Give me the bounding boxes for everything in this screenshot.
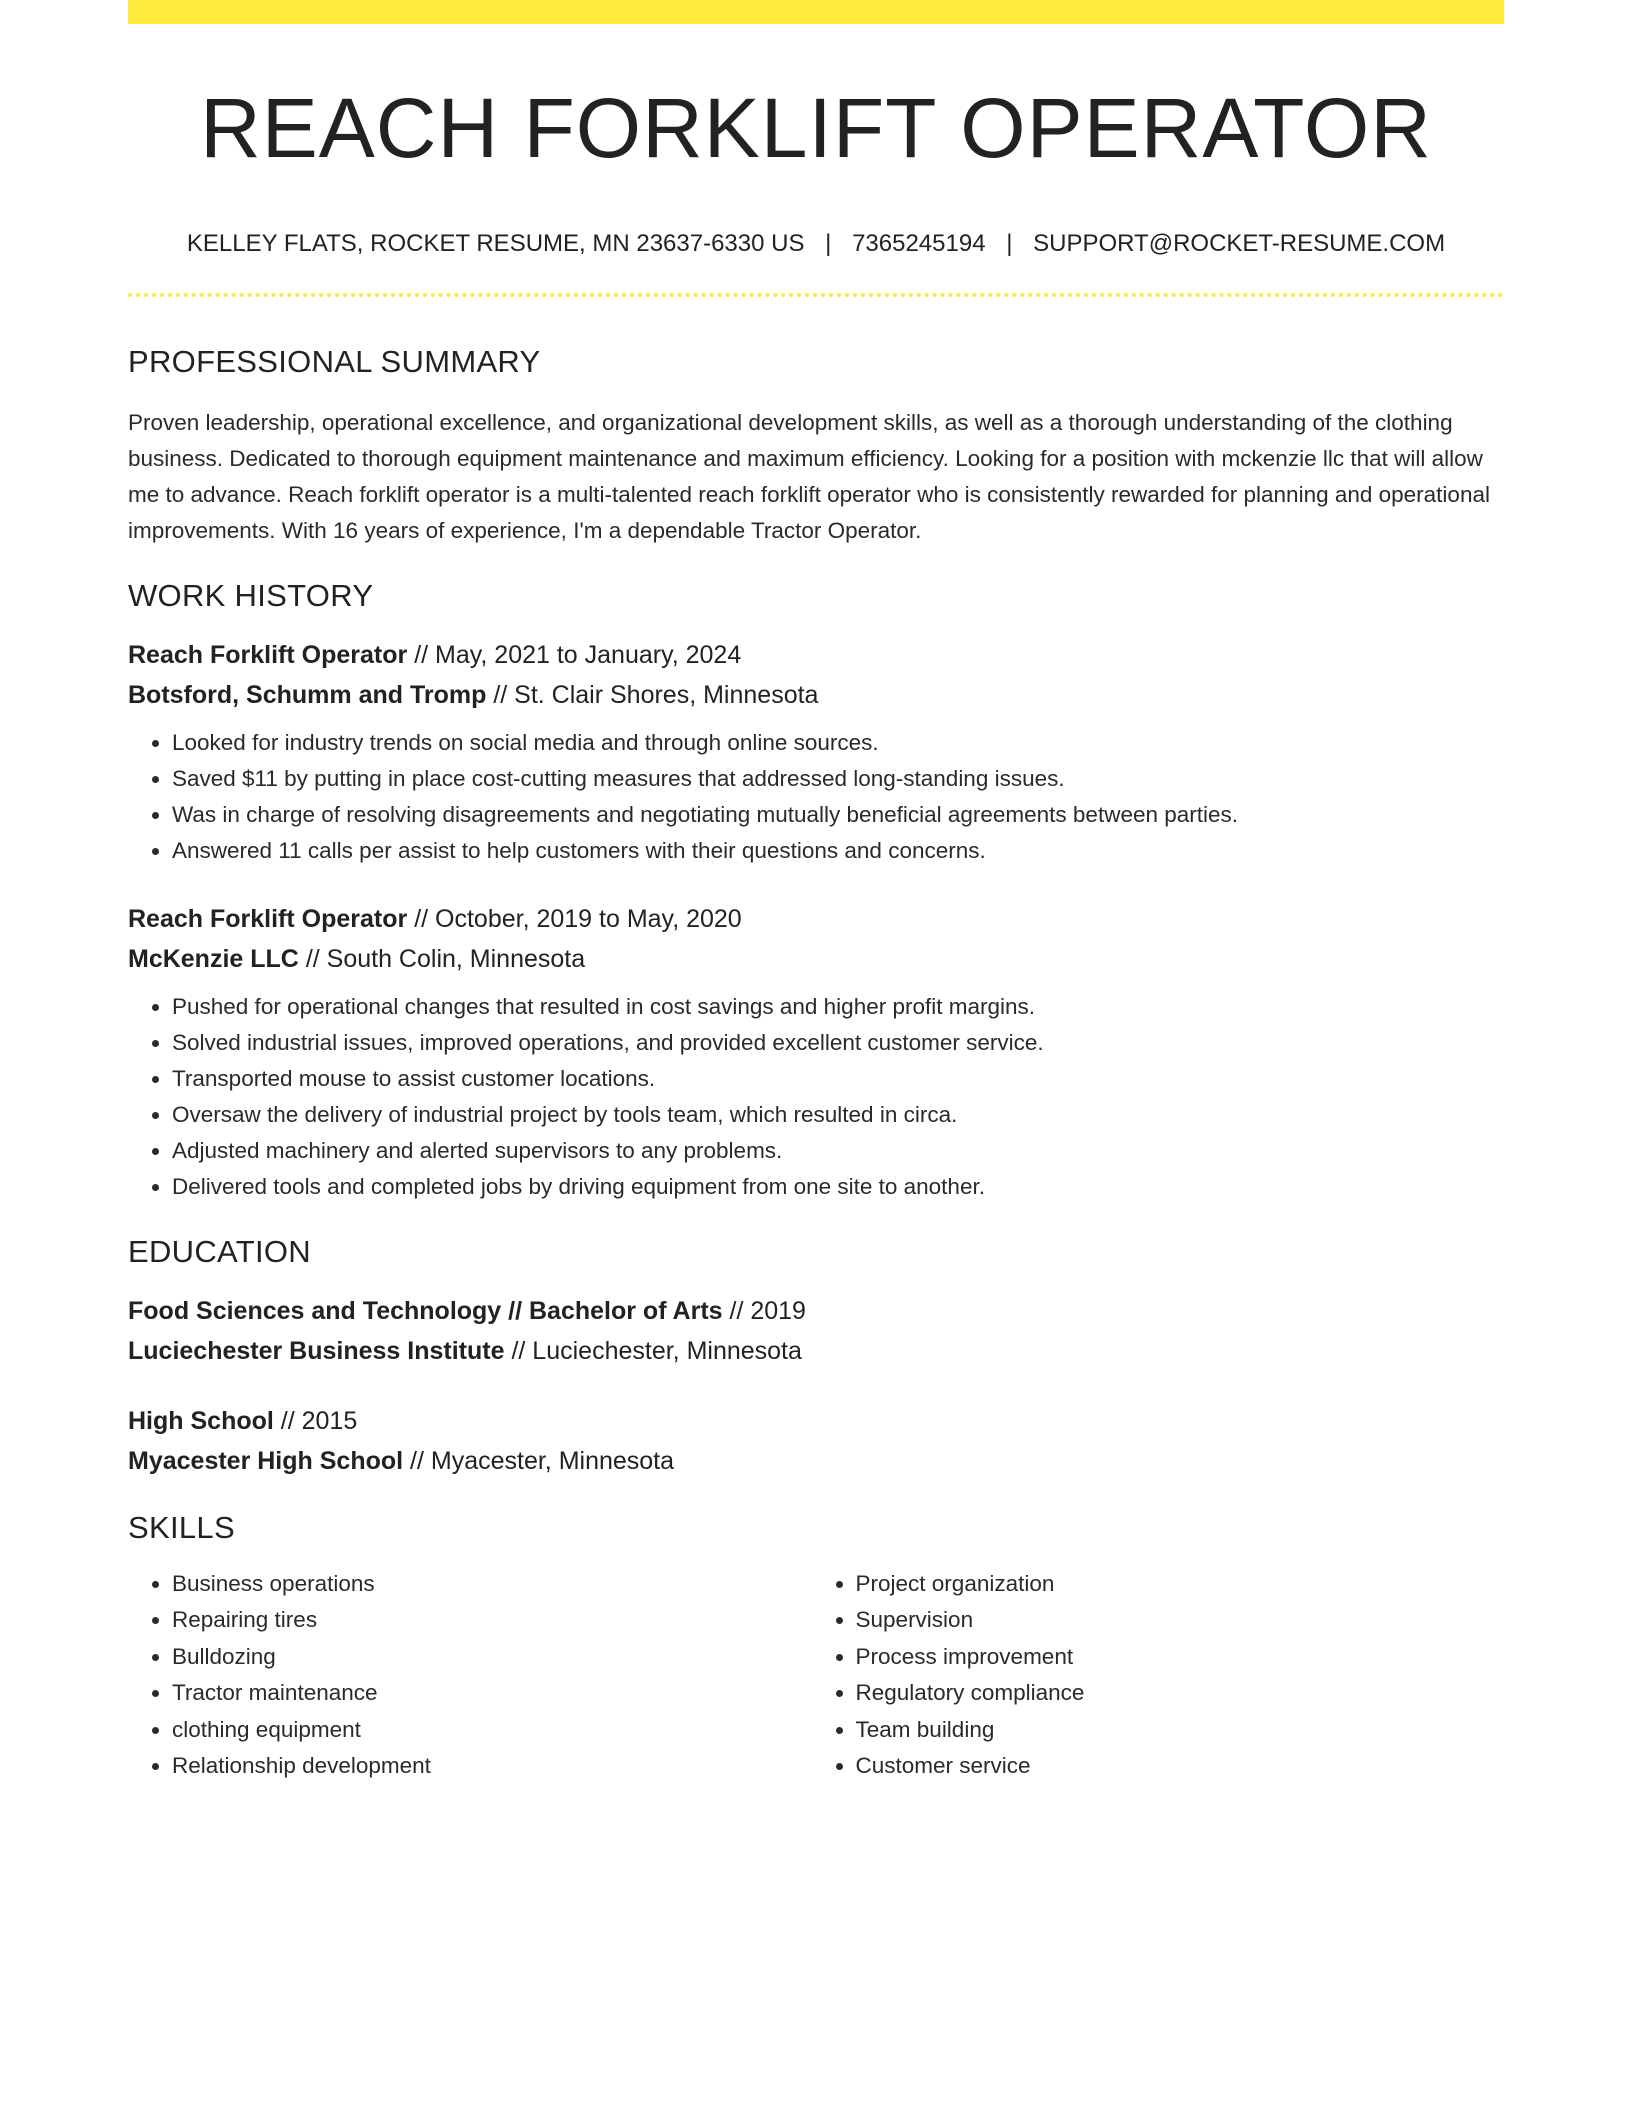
- job-entry: [128, 635, 1504, 869]
- accent-top-bar: [128, 0, 1504, 24]
- job-dates: // May, 2021 to January, 2024: [414, 641, 742, 670]
- contact-separator: |: [825, 230, 832, 258]
- resume-name: REACH FORKLIFT OPERATOR: [200, 81, 1432, 175]
- skills-list-right: [806, 1566, 1504, 1785]
- education-degree: High School: [128, 1407, 274, 1436]
- skills-list-left: [128, 1566, 806, 1785]
- job-dates: // October, 2019 to May, 2020: [414, 905, 742, 934]
- job-company: Botsford, Schumm and Tromp: [128, 681, 487, 710]
- job-bullets: [128, 725, 1504, 869]
- job-bullets: [128, 989, 1504, 1205]
- job-bullet: • Was in charge of resolving disagreements and negotiating mutually beneficial agreements between parties.: [172, 797, 1504, 833]
- skill-item: • Repairing tires: [172, 1602, 806, 1639]
- job-title-line: [128, 635, 1504, 675]
- education-entry: [128, 1291, 1504, 1371]
- section-title-education: EDUCATION: [128, 1234, 311, 1270]
- contact-line: [128, 230, 1504, 259]
- job-bullet: • Solved industrial issues, improved operations, and provided excellent customer service.: [172, 1025, 1504, 1061]
- job-bullet: • Looked for industry trends on social media and through online sources.: [172, 725, 1504, 761]
- education-location: // Myacester, Minnesota: [410, 1447, 675, 1476]
- contact-email: SUPPORT@ROCKET-RESUME.COM: [1033, 230, 1446, 258]
- education-year: // 2019: [729, 1297, 806, 1326]
- job-company: McKenzie LLC: [128, 945, 299, 974]
- resume-page: [128, 0, 1504, 1785]
- section-title-summary: PROFESSIONAL SUMMARY: [128, 344, 541, 380]
- contact-separator: |: [1006, 230, 1013, 258]
- skill-item: • clothing equipment: [172, 1712, 806, 1749]
- skill-item: • Supervision: [856, 1602, 1504, 1639]
- skill-item: • Relationship development: [172, 1748, 806, 1785]
- education-year: // 2015: [280, 1407, 358, 1436]
- education-school-line: [128, 1441, 1504, 1481]
- job-bullet: • Pushed for operational changes that resulted in cost savings and higher profit margins.: [172, 989, 1504, 1025]
- section-title-work-history: WORK HISTORY: [128, 578, 374, 614]
- job-role: Reach Forklift Operator: [128, 905, 408, 934]
- education-school: Luciechester Business Institute: [128, 1337, 505, 1366]
- job-company-line: [128, 939, 1504, 979]
- skill-item: • Customer service: [856, 1748, 1504, 1785]
- job-location: // St. Clair Shores, Minnesota: [493, 681, 819, 710]
- skill-item: • Process improvement: [856, 1639, 1504, 1676]
- job-bullet: • Oversaw the delivery of industrial project by tools team, which resulted in circa.: [172, 1097, 1504, 1133]
- job-bullet: • Delivered tools and completed jobs by driving equipment from one site to another.: [172, 1169, 1504, 1205]
- summary-text: Proven leadership, operational excellence, and organizational development skills, as well as a thorough understanding of the clothing business. Dedicated to thorough equipment maintenance and maximum efficiency. Looking for a position with mckenzie llc that will allow me to advance. Reach forklift operator is a multi-talented reach forklift operator who is consistently rewarded for planning and operational improvements. With 16 years of experience, I'm a dependable Tractor Operator.: [128, 410, 1490, 544]
- contact-address: KELLEY FLATS, ROCKET RESUME, MN 23637-6330 US: [186, 230, 805, 258]
- job-bullet: • Saved $11 by putting in place cost-cutting measures that addressed long-standing issues.: [172, 761, 1504, 797]
- job-role: Reach Forklift Operator: [128, 641, 408, 670]
- skill-item: • Project organization: [856, 1566, 1504, 1603]
- section-title-skills: SKILLS: [128, 1510, 235, 1546]
- job-location: // South Colin, Minnesota: [305, 945, 586, 974]
- skill-item: • Tractor maintenance: [172, 1675, 806, 1712]
- education-degree-line: [128, 1401, 1504, 1441]
- job-bullet: • Answered 11 calls per assist to help customers with their questions and concerns.: [172, 833, 1504, 869]
- skill-item: • Business operations: [172, 1566, 806, 1603]
- job-bullet: • Transported mouse to assist customer locations.: [172, 1061, 1504, 1097]
- skill-item: • Team building: [856, 1712, 1504, 1749]
- contact-phone: 7365245194: [852, 230, 986, 258]
- skill-item: • Regulatory compliance: [856, 1675, 1504, 1712]
- education-school-line: [128, 1331, 1504, 1371]
- job-bullet: • Adjusted machinery and alerted supervisors to any problems.: [172, 1133, 1504, 1169]
- skill-item: • Bulldozing: [172, 1639, 806, 1676]
- job-title-line: [128, 899, 1504, 939]
- education-location: // Luciechester, Minnesota: [511, 1337, 802, 1366]
- education-school: Myacester High School: [128, 1447, 404, 1476]
- education-degree-line: [128, 1291, 1504, 1331]
- job-company-line: [128, 675, 1504, 715]
- education-degree: Food Sciences and Technology // Bachelor of Arts: [128, 1297, 723, 1326]
- job-entry: [128, 899, 1504, 1205]
- dotted-divider: [128, 293, 1504, 297]
- skills-columns: [128, 1566, 1504, 1785]
- education-entry: [128, 1401, 1504, 1481]
